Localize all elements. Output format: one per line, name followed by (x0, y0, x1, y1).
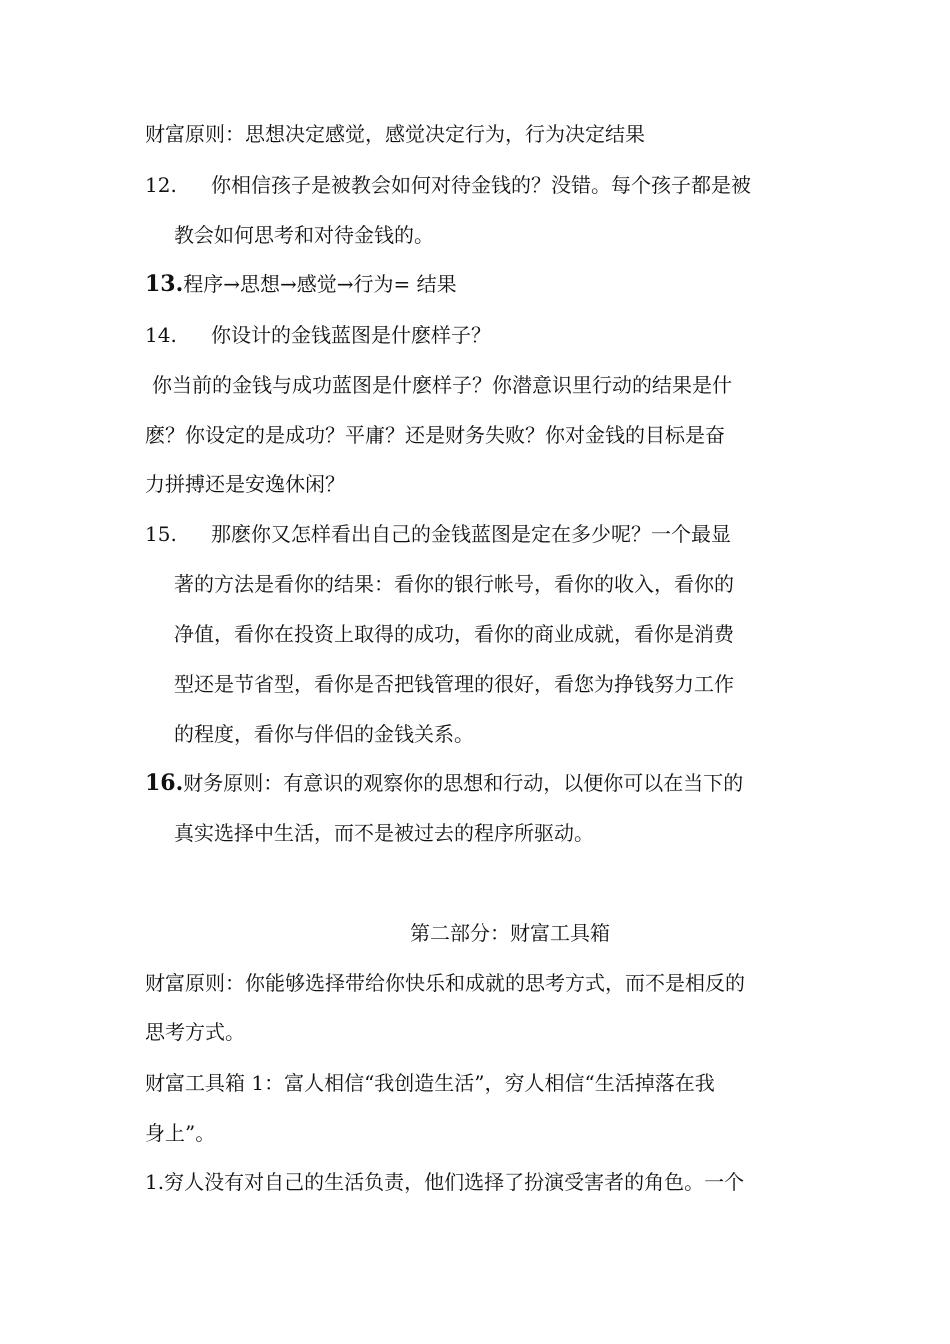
item-number: 12. (145, 173, 177, 197)
paragraph-line: 型还是节省型，看你是否把钱管理的很好，看您为挣钱努力工作 (174, 672, 734, 696)
paragraph-line: 财富原则：你能够选择带给你快乐和成就的思考方式，而不是相反的 (145, 971, 745, 995)
item-text: 你相信孩子是被教会如何对待金钱的？没错。每个孩子都是被 (211, 173, 751, 197)
item-number: 13. (145, 271, 184, 297)
numbered-item-15 (145, 519, 731, 549)
paragraph-line: 力拼搏还是安逸休闲？ (145, 472, 345, 496)
paragraph-line: 著的方法是看你的结果：看你的银行帐号，看你的收入，看你的 (174, 572, 734, 596)
item-number: 16. (145, 770, 184, 796)
paragraph-line: 财富工具箱 1：富人相信“我创造生活”，穷人相信“生活掉落在我 (145, 1071, 715, 1095)
paragraph-line: 财富原则：思想决定感觉，感觉决定行为，行为决定结果 (145, 122, 645, 146)
paragraph-line: 麽？你设定的是成功？平庸？还是财务失败？你对金钱的目标是奋 (145, 423, 725, 447)
item-number: 14. (145, 323, 177, 347)
item-text: 财务原则：有意识的观察你的思想和行动，以便你可以在当下的 (183, 771, 744, 795)
item-number: 15. (145, 522, 177, 546)
item-text: 程序→思想→感觉→行为= 结果 (183, 272, 457, 296)
paragraph-line: 1.穷人没有对自己的生活负责，他们选择了扮演受害者的角色。一个 (145, 1170, 745, 1194)
numbered-item-12 (145, 170, 751, 200)
paragraph-line: 的程度，看你与伴侣的金钱关系。 (174, 722, 474, 746)
paragraph-line: 身上”。 (145, 1121, 216, 1145)
section-heading: 第二部分：财富工具箱 (410, 921, 610, 945)
paragraph-line: 你当前的金钱与成功蓝图是什麽样子？你潜意识里行动的结果是什 (152, 373, 732, 397)
paragraph-line: 真实选择中生活，而不是被过去的程序所驱动。 (174, 821, 594, 845)
numbered-item-16 (145, 768, 743, 798)
paragraph-line: 思考方式。 (145, 1020, 245, 1044)
numbered-item-13 (145, 269, 457, 299)
numbered-item-14 (145, 320, 491, 350)
item-text: 你设计的金钱蓝图是什麽样子？ (211, 323, 491, 347)
paragraph-line: 教会如何思考和对待金钱的。 (174, 223, 434, 247)
paragraph-line: 净值，看你在投资上取得的成功，看你的商业成就，看你是消费 (174, 622, 734, 646)
item-text: 那麽你又怎样看出自己的金钱蓝图是定在多少呢？一个最显 (211, 522, 731, 546)
